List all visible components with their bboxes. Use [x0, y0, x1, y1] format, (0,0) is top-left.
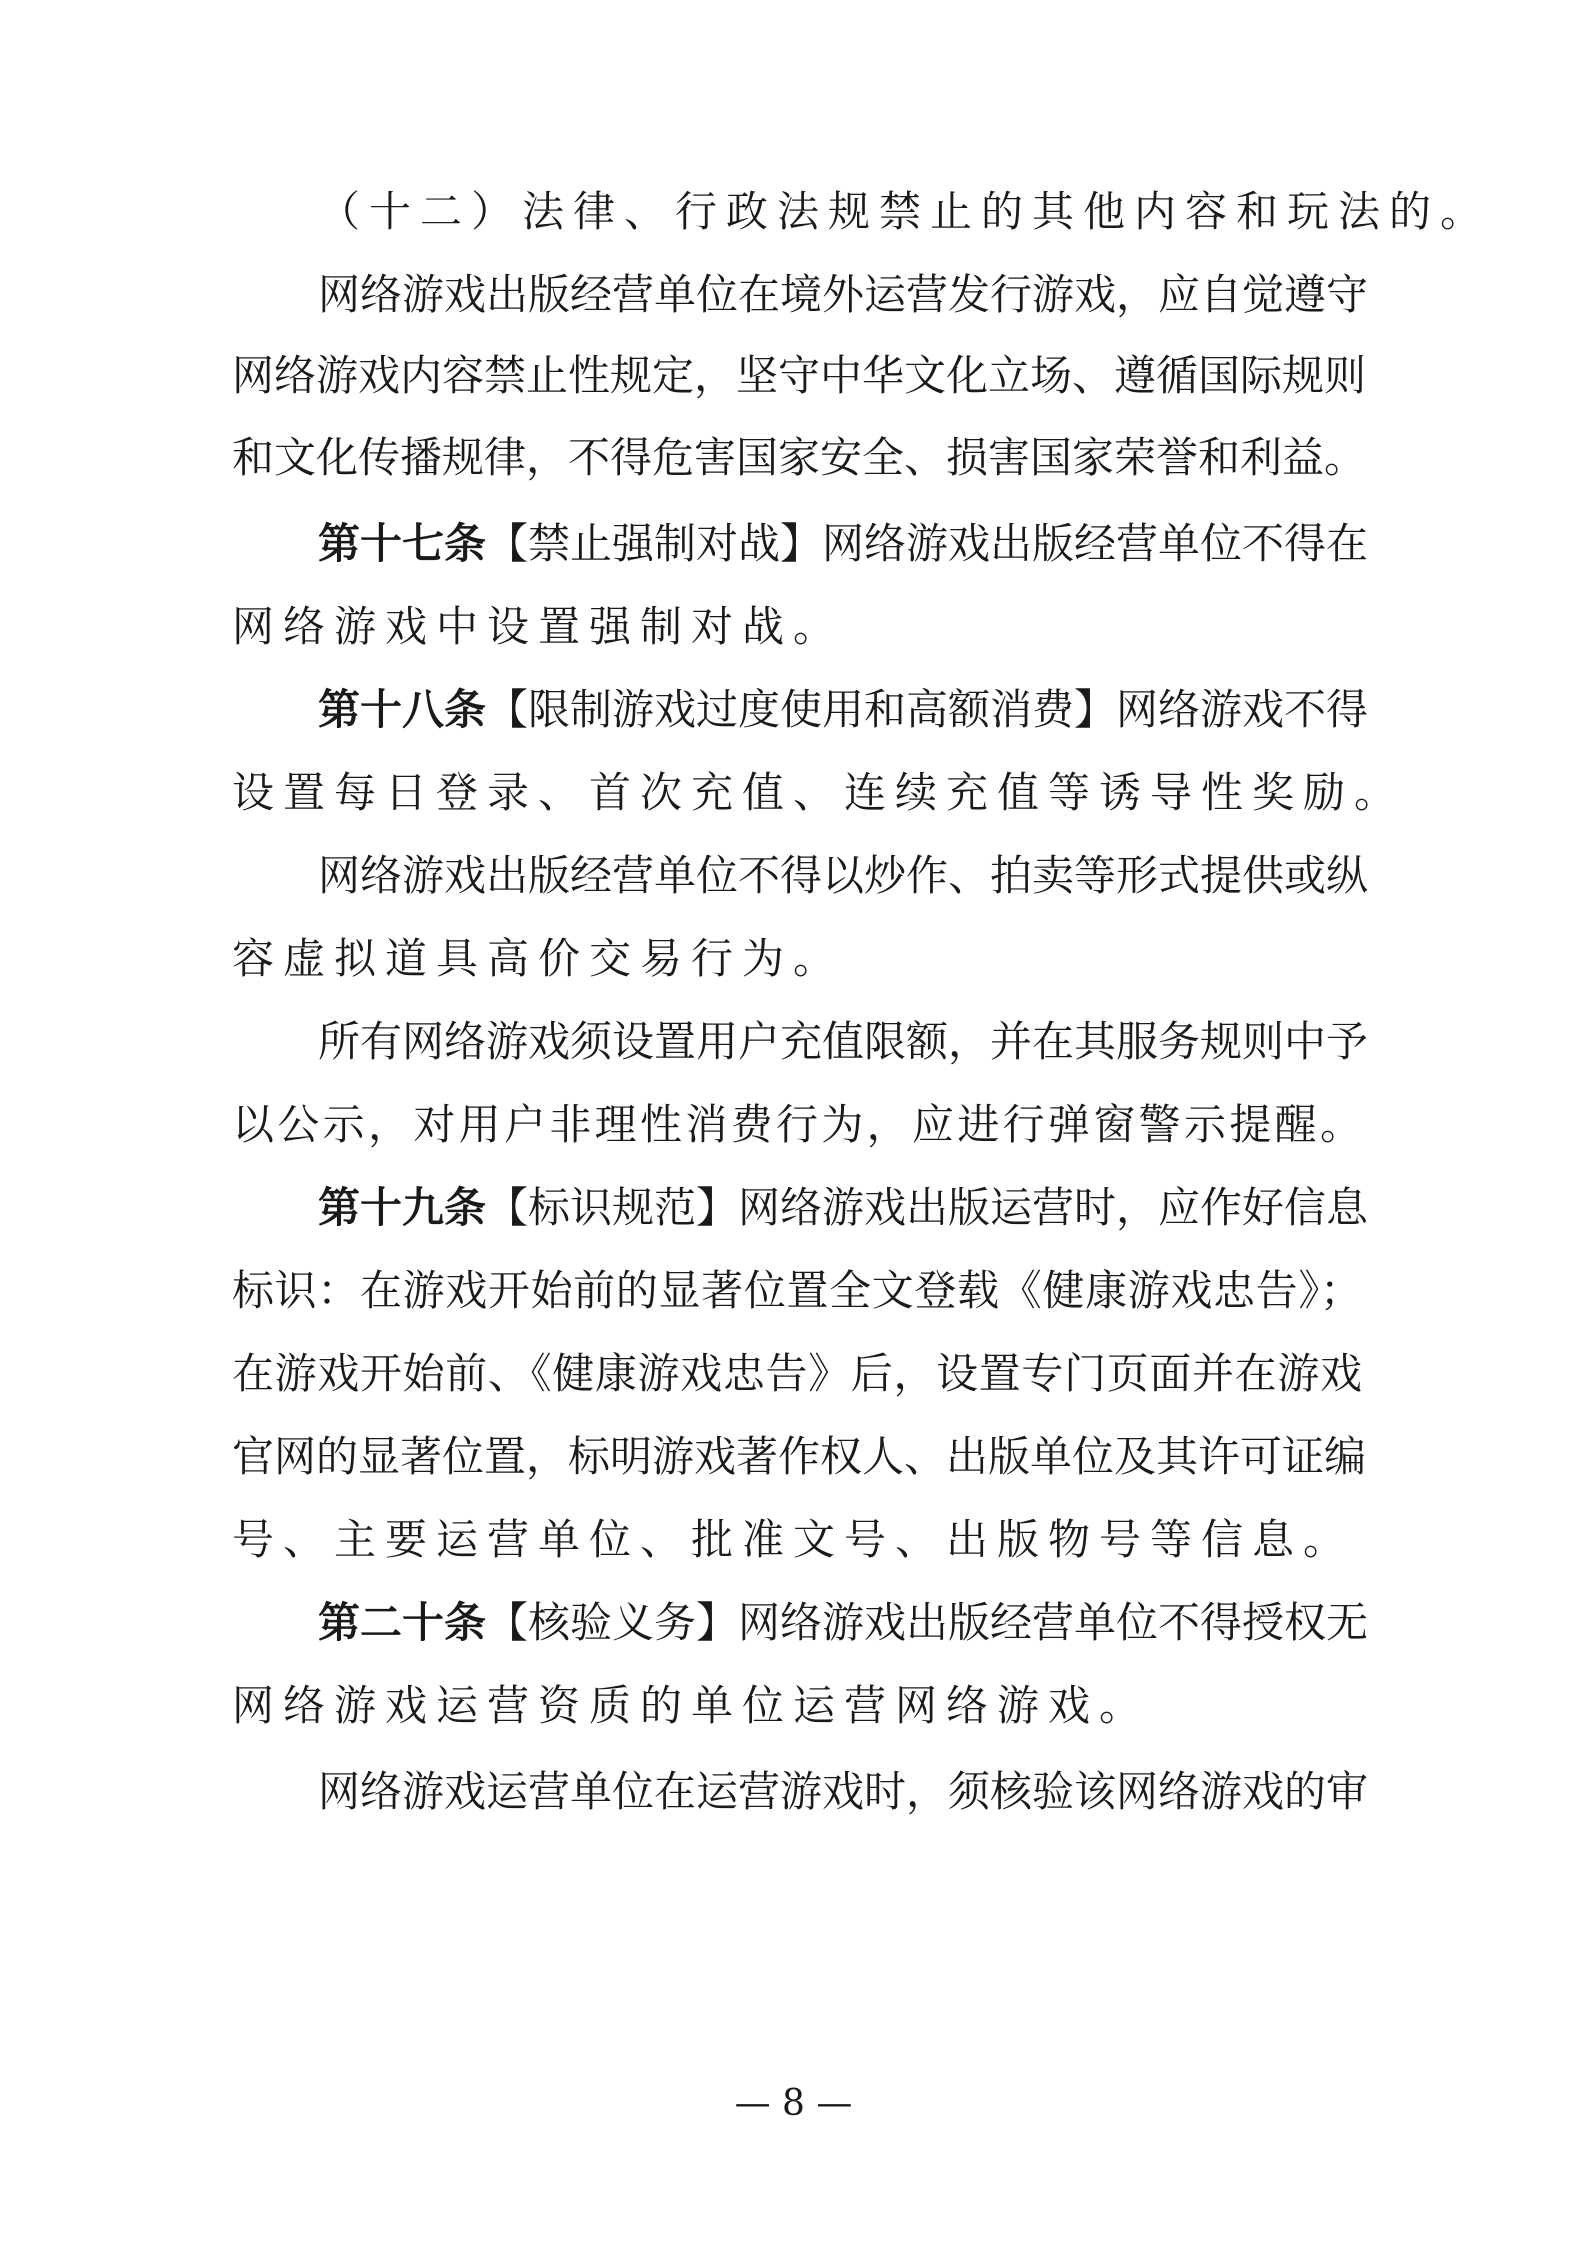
text-line [232, 1261, 1362, 1321]
text-segment: 号、主要运营单位、批准文号、出版物号等信息。 [232, 1515, 1355, 1564]
text-segment: 标识：在游戏开始前的显著位置全文登载《健康游戏忠告》； [232, 1266, 1362, 1315]
text-segment: （十二）法律、行政法规禁止的其他内容和玩法的。 [318, 187, 1492, 236]
text-segment: 设置每日登录、首次充值、连续充值等诱导性奖励。 [232, 768, 1406, 817]
text-line [318, 680, 1369, 740]
text-line [232, 1344, 1362, 1404]
text-segment: 【禁止强制对战】网络游戏出版经营单位不得在 [486, 519, 1369, 568]
text-line [232, 1427, 1367, 1487]
text-segment: 网络游戏运营资质的单位运营网络游戏。 [232, 1681, 1151, 1730]
text-line [232, 929, 1362, 989]
article-number: 第二十条 [318, 1598, 487, 1647]
text-segment: 【限制游戏过度使用和高额消费】网络游戏不得 [486, 685, 1369, 734]
text-line [232, 1676, 1362, 1736]
text-segment: 以公示，对用户非理性消费行为，应进行弹窗警示提醒。 [232, 1100, 1362, 1149]
text-segment: 网络游戏运营单位在运营游戏时，须核验该网络游戏的审 [318, 1767, 1369, 1816]
article-number: 第十八条 [318, 685, 487, 734]
text-segment: 网络游戏出版经营单位不得以炒作、拍卖等形式提供或纵 [318, 851, 1369, 900]
text-line [232, 597, 1362, 657]
article-number: 第十九条 [318, 1183, 487, 1232]
text-segment: 网络游戏中设置强制对战。 [232, 602, 845, 651]
text-line [232, 1095, 1362, 1155]
text-line [232, 428, 1367, 488]
text-segment: 网络游戏出版经营单位在境外运营发行游戏，应自觉遵守 [318, 270, 1369, 319]
page-number: — 8 — [734, 2083, 853, 2124]
text-line [318, 182, 1492, 242]
text-segment: 在游戏开始前、《健康游戏忠告》后，设置专门页面并在游戏 [232, 1349, 1362, 1398]
text-line [318, 1178, 1369, 1238]
text-segment: 【核验义务】网络游戏出版经营单位不得授权无 [486, 1598, 1369, 1647]
text-line [318, 846, 1369, 906]
text-segment: 所有网络游戏须设置用户充值限额，并在其服务规则中予 [318, 1017, 1369, 1066]
text-segment: 【标识规范】网络游戏出版运营时，应作好信息 [486, 1183, 1369, 1232]
text-segment: 官网的显著位置，标明游戏著作权人、出版单位及其许可证编 [232, 1432, 1367, 1481]
text-segment: 网络游戏内容禁止性规定，坚守中华文化立场、遵循国际规则 [232, 351, 1367, 400]
text-line [318, 1012, 1369, 1072]
text-line [318, 1593, 1369, 1653]
text-segment: 容虚拟道具高价交易行为。 [232, 934, 845, 983]
text-line [232, 1510, 1362, 1570]
text-line [232, 346, 1367, 406]
text-line [318, 514, 1369, 574]
text-line [232, 763, 1406, 823]
text-line [318, 1762, 1369, 1822]
text-segment: 和文化传播规律，不得危害国家安全、损害国家荣誉和利益。 [232, 433, 1367, 482]
article-number: 第十七条 [318, 519, 487, 568]
text-line [318, 265, 1369, 325]
